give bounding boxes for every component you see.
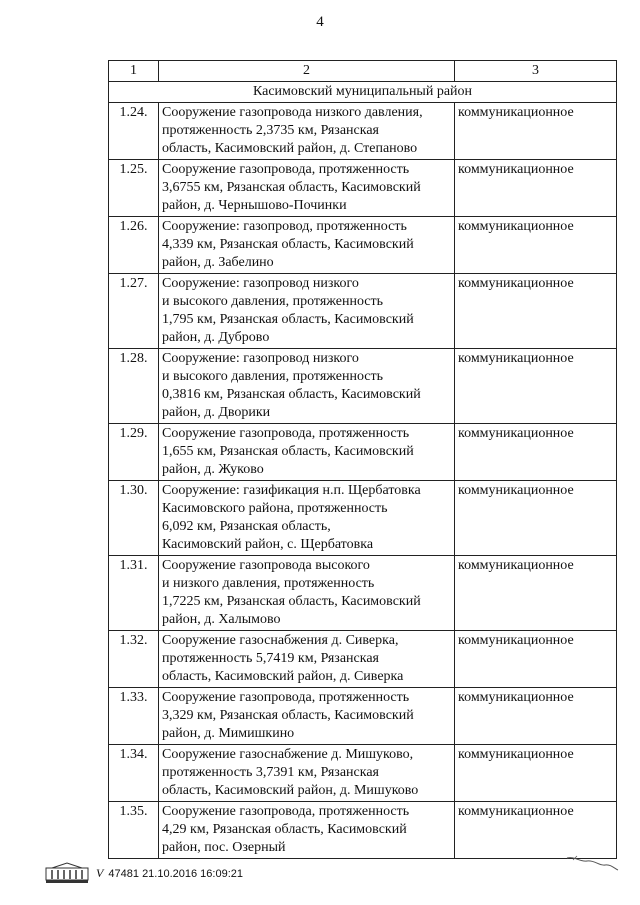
- description-line: район, д. Халымово: [162, 612, 281, 627]
- description-line: Сооружение газопровода высокого: [162, 558, 370, 573]
- table-row: [109, 274, 617, 349]
- row-type: коммуникационное: [455, 481, 617, 556]
- description-line: район, пос. Озерный: [162, 840, 286, 855]
- description-line: Сооружение газопровода, протяженность: [162, 804, 410, 819]
- row-number: 1.31.: [109, 556, 159, 631]
- row-description: [159, 556, 455, 631]
- table-row: [109, 481, 617, 556]
- description-line: Касимовский район, с. Щербатовка: [162, 537, 374, 552]
- description-line: Сооружение газопровода, протяженность: [162, 690, 410, 705]
- row-number: 1.26.: [109, 217, 159, 274]
- description-line: 6,092 км, Рязанская область,: [162, 519, 331, 534]
- header-col-2: 2: [159, 61, 455, 82]
- description-line: район, д. Чернышово-Починки: [162, 198, 347, 213]
- district-row: [109, 82, 617, 103]
- description-line: Сооружение: газопровод низкого: [162, 351, 359, 366]
- row-type: коммуникационное: [455, 556, 617, 631]
- row-number: 1.24.: [109, 103, 159, 160]
- row-number: 1.33.: [109, 688, 159, 745]
- description-line: протяженность 5,7419 км, Рязанская: [162, 651, 379, 666]
- description-line: Сооружение: газификация н.п. Щербатовка: [162, 483, 421, 498]
- description-line: 4,29 км, Рязанская область, Касимовский: [162, 822, 407, 837]
- table-row: [109, 631, 617, 688]
- row-type: коммуникационное: [455, 688, 617, 745]
- description-line: Сооружение: газопровод, протяженность: [162, 219, 407, 234]
- row-description: [159, 802, 455, 859]
- table-row: [109, 217, 617, 274]
- footer-datetime: 21.10.2016 16:09:21: [142, 868, 243, 880]
- row-type: коммуникационное: [455, 349, 617, 424]
- district-name: Касимовский муниципальный район: [109, 82, 617, 103]
- row-type: коммуникационное: [455, 745, 617, 802]
- row-number: 1.27.: [109, 274, 159, 349]
- row-description: [159, 217, 455, 274]
- description-line: район, д. Дуброво: [162, 330, 270, 345]
- header-col-3: 3: [455, 61, 617, 82]
- description-line: район, д. Забелино: [162, 255, 274, 270]
- description-line: и высокого давления, протяженность: [162, 369, 384, 384]
- description-line: протяженность 2,3735 км, Рязанская: [162, 123, 379, 138]
- row-number: 1.28.: [109, 349, 159, 424]
- description-line: 1,795 км, Рязанская область, Касимовский: [162, 312, 414, 327]
- row-type: коммуникационное: [455, 160, 617, 217]
- description-line: 0,3816 км, Рязанская область, Касимовский: [162, 387, 421, 402]
- row-type: коммуникационное: [455, 802, 617, 859]
- footer-mark: V: [96, 866, 104, 880]
- table-row: [109, 745, 617, 802]
- building-logo-icon: [44, 862, 90, 884]
- description-line: район, д. Жуково: [162, 462, 264, 477]
- description-line: район, д. Дворики: [162, 405, 271, 420]
- table-row: [109, 688, 617, 745]
- document-footer: [96, 866, 243, 881]
- description-line: область, Касимовский район, д. Сиверка: [162, 669, 404, 684]
- row-number: 1.25.: [109, 160, 159, 217]
- footer-doc-id: 47481: [108, 868, 139, 880]
- row-type: коммуникационное: [455, 217, 617, 274]
- description-line: Касимовского района, протяженность: [162, 501, 388, 516]
- table-row: [109, 424, 617, 481]
- description-line: Сооружение газоснабжение д. Мишуково,: [162, 747, 414, 762]
- table-row: [109, 103, 617, 160]
- description-line: 3,6755 км, Рязанская область, Касимовский: [162, 180, 421, 195]
- table-row: [109, 556, 617, 631]
- row-number: 1.34.: [109, 745, 159, 802]
- row-description: [159, 274, 455, 349]
- row-description: [159, 424, 455, 481]
- description-line: 4,339 км, Рязанская область, Касимовский: [162, 237, 414, 252]
- description-line: район, д. Мимишкино: [162, 726, 295, 741]
- table-row: [109, 349, 617, 424]
- row-number: 1.35.: [109, 802, 159, 859]
- row-type: коммуникационное: [455, 424, 617, 481]
- table-row: [109, 802, 617, 859]
- table-row: [109, 160, 617, 217]
- description-line: Сооружение газопровода, протяженность: [162, 426, 410, 441]
- row-description: [159, 745, 455, 802]
- row-description: [159, 103, 455, 160]
- row-description: [159, 349, 455, 424]
- signature-icon: [565, 852, 620, 874]
- description-line: 1,7225 км, Рязанская область, Касимовский: [162, 594, 421, 609]
- description-line: Сооружение газоснабжения д. Сиверка,: [162, 633, 399, 648]
- description-line: протяженность 3,7391 км, Рязанская: [162, 765, 379, 780]
- row-number: 1.32.: [109, 631, 159, 688]
- description-line: Сооружение: газопровод низкого: [162, 276, 359, 291]
- description-line: 1,655 км, Рязанская область, Касимовский: [162, 444, 414, 459]
- description-line: область, Касимовский район, д. Мишуково: [162, 783, 419, 798]
- row-number: 1.29.: [109, 424, 159, 481]
- table-header-row: [109, 61, 617, 82]
- page-number: 4: [316, 14, 324, 30]
- header-col-1: 1: [109, 61, 159, 82]
- row-description: [159, 688, 455, 745]
- row-type: коммуникационное: [455, 103, 617, 160]
- row-type: коммуникационное: [455, 631, 617, 688]
- row-number: 1.30.: [109, 481, 159, 556]
- description-line: и высокого давления, протяженность: [162, 294, 384, 309]
- row-description: [159, 481, 455, 556]
- property-table: [108, 60, 617, 859]
- row-description: [159, 631, 455, 688]
- description-line: Сооружение газопровода, протяженность: [162, 162, 410, 177]
- description-line: область, Касимовский район, д. Степаново: [162, 141, 418, 156]
- description-line: и низкого давления, протяженность: [162, 576, 375, 591]
- description-line: 3,329 км, Рязанская область, Касимовский: [162, 708, 414, 723]
- row-description: [159, 160, 455, 217]
- description-line: Сооружение газопровода низкого давления,: [162, 105, 423, 120]
- row-type: коммуникационное: [455, 274, 617, 349]
